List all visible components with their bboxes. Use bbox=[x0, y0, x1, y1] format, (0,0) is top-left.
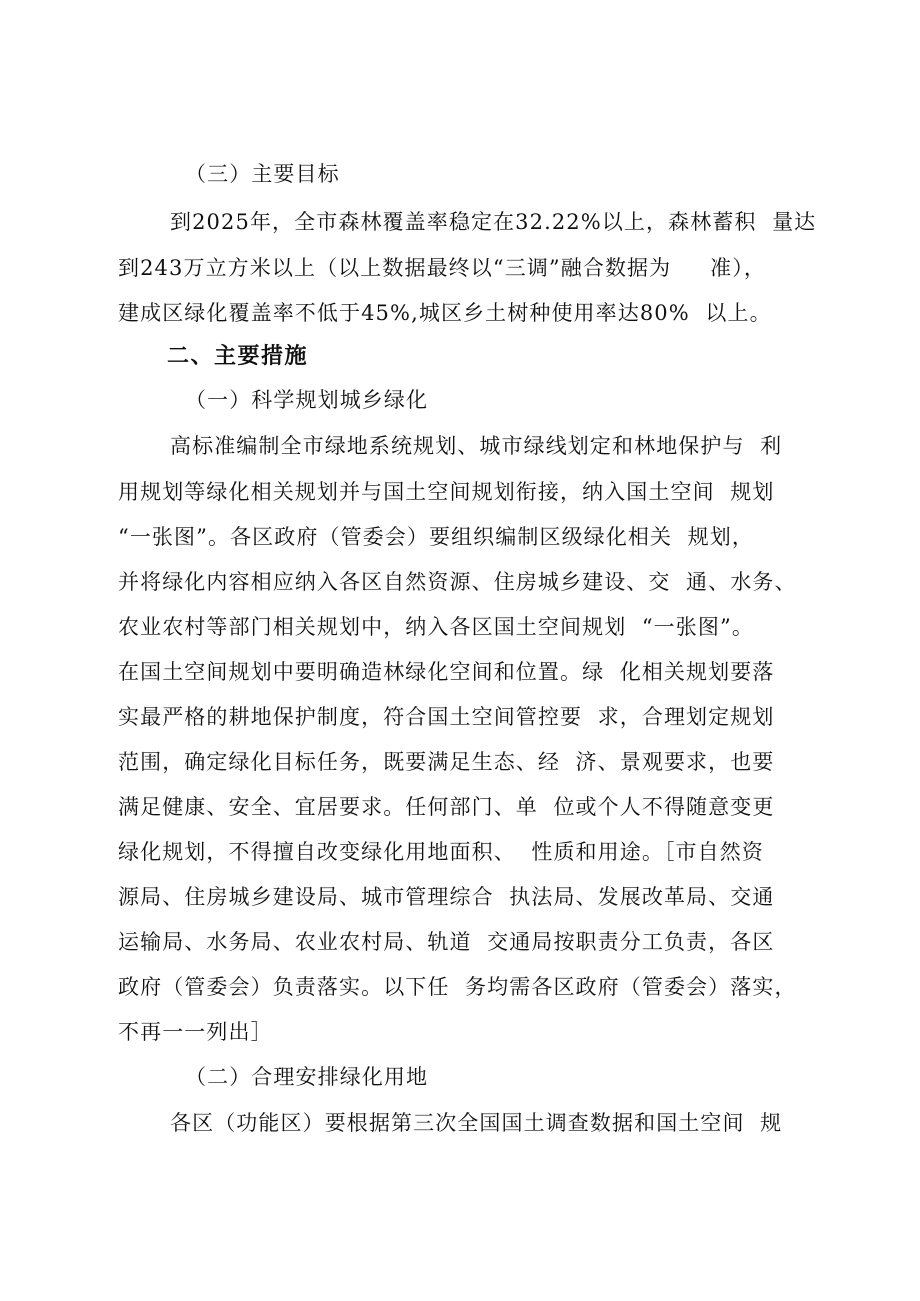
paragraph-line: 实最严格的耕地保护制度，符合国土空间管控要 求，合理划定规划 bbox=[118, 705, 775, 729]
paragraph-line: 在国土空间规划中要明确造林绿化空间和位置。绿 化相关规划要落 bbox=[118, 660, 775, 684]
paragraph-line: “一张图”。各区政府（管委会）要组织编制区级绿化相关 规划， bbox=[118, 525, 754, 549]
section-heading-greening-land: （二）合理安排绿化用地 bbox=[185, 1065, 429, 1089]
paragraph-line: 并将绿化内容相应纳入各区自然资源、住房城乡建设、交 通、水务、 bbox=[118, 570, 797, 594]
paragraph-line: 政府（管委会）负责落实。以下任 务均需各区政府（管委会）落实， bbox=[118, 975, 797, 999]
paragraph-line: 建成区绿化覆盖率不低于45%,城区乡土树种使用率达80% 以上。 bbox=[118, 301, 772, 325]
section-heading-urban-rural-planning: （一）科学规划城乡绿化 bbox=[185, 388, 429, 412]
paragraph-line: 到2025年，全市森林覆盖率稳定在32.22%以上，森林蓄积 量达 bbox=[170, 210, 817, 234]
paragraph-line: 高标准编制全市绿地系统规划、城市绿线划定和林地保护与 利 bbox=[170, 434, 783, 458]
paragraph-line: 农业农村等部门相关规划中，纳入各区国土空间规划 “一张图”。 bbox=[118, 615, 754, 639]
paragraph-line: 运输局、水务局、农业农村局、轨道 交通局按职责分工负责，各区 bbox=[118, 930, 775, 954]
section-heading-main-targets: （三）主要目标 bbox=[185, 162, 340, 186]
paragraph-line: 满足健康、安全、宜居要求。任何部门、单 位或个人不得随意变更 bbox=[118, 795, 775, 819]
paragraph-line: 源局、住房城乡建设局、城市管理综合 执法局、发展改革局、交通 bbox=[118, 885, 775, 909]
paragraph-line: 到243万立方米以上（以上数据最终以“三调”融合数据为 准）， bbox=[118, 256, 766, 280]
paragraph-line: 用规划等绿化相关规划并与国土空间规划衔接，纳入国土空间 规划 bbox=[118, 480, 775, 504]
paragraph-line: 不再一一列出］ bbox=[118, 1020, 273, 1044]
paragraph-line: 绿化规划，不得擅自改变绿化用地面积、 性质和用途。［市自然资 bbox=[118, 840, 764, 864]
paragraph-line: 各区（功能区）要根据第三次全国国土调查数据和国土空间 规 bbox=[170, 1111, 783, 1135]
paragraph-line: 范围，确定绿化目标任务，既要满足生态、经 济、景观要求，也要 bbox=[118, 750, 775, 774]
chapter-heading-main-measures: 二、主要措施 bbox=[167, 344, 309, 369]
